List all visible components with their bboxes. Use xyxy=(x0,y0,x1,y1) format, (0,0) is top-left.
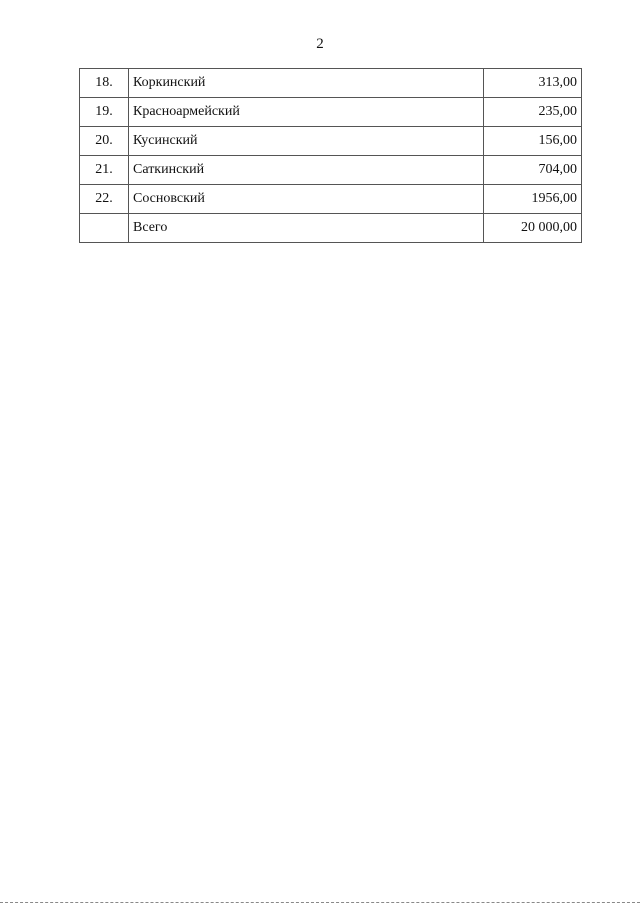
district-name: Сосновский xyxy=(129,185,484,214)
table-row xyxy=(80,156,582,185)
row-number: 19. xyxy=(80,98,129,127)
table-row xyxy=(80,69,582,98)
district-name: Красноармейский xyxy=(129,98,484,127)
amount-value: 156,00 xyxy=(484,127,582,156)
total-value: 20 000,00 xyxy=(484,214,582,243)
page-number: 2 xyxy=(316,36,324,52)
amount-value: 235,00 xyxy=(484,98,582,127)
table-row xyxy=(80,185,582,214)
district-name: Коркинский xyxy=(129,69,484,98)
row-number: 18. xyxy=(80,69,129,98)
row-number: 21. xyxy=(80,156,129,185)
amount-value: 704,00 xyxy=(484,156,582,185)
row-number: 22. xyxy=(80,185,129,214)
table-row xyxy=(80,98,582,127)
amount-value: 313,00 xyxy=(484,69,582,98)
table-row xyxy=(80,127,582,156)
row-number: 20. xyxy=(80,127,129,156)
total-label: Всего xyxy=(129,214,484,243)
bottom-scan-edge xyxy=(0,902,640,903)
district-name: Кусинский xyxy=(129,127,484,156)
amount-value: 1956,00 xyxy=(484,185,582,214)
total-row-number xyxy=(80,214,129,243)
table-total-row xyxy=(80,214,582,243)
allocation-table xyxy=(79,68,582,243)
district-name: Саткинский xyxy=(129,156,484,185)
